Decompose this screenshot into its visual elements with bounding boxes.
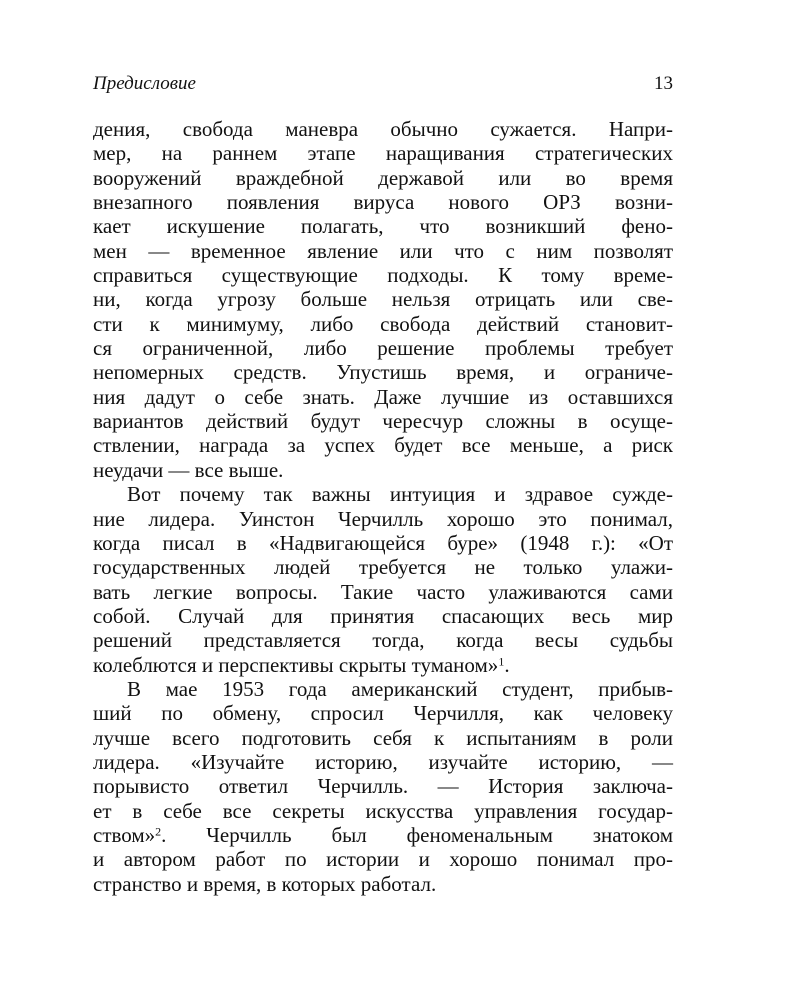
text-line: мен — временное явление или что с ним позволят: [93, 238, 673, 263]
paragraph-last-line: неудачи — все выше.: [93, 457, 284, 482]
paragraph-last-line: [93, 653, 673, 677]
text-line: ния дадут о себе знать. Даже лучшие из оставшихся: [93, 384, 673, 409]
footnote-ref-1[interactable]: 1: [498, 653, 505, 668]
chapter-title: Предисловие: [93, 73, 196, 94]
paragraph-first-line: В мае 1953 года американский студент, прибыв-: [127, 676, 673, 701]
text-line: когда писал в «Надвигающейся буре» (1948 г.): «От: [93, 530, 673, 555]
text-segment: ством»: [93, 822, 156, 847]
text-line: [93, 823, 673, 847]
text-line: ший по обмену, спросил Черчилля, как человеку: [93, 701, 673, 726]
text-line: непомерных средств. Упустишь время, и ограниче-: [93, 360, 673, 385]
text-line: и автором работ по истории и хорошо понимал про-: [93, 847, 673, 872]
text-line: лидера. «Изучайте историю, изучайте историю, —: [93, 749, 673, 774]
text-line: вать легкие вопросы. Такие часто улаживаются сами: [93, 579, 673, 604]
text-line: ни, когда угрозу больше нельзя отрицать или све-: [93, 287, 673, 312]
text-line: ствлении, награда за успех будет все меньше, а риск: [93, 433, 673, 458]
footnote-ref-2[interactable]: 2: [155, 824, 162, 839]
text-line: вооружений враждебной державой или во время: [93, 165, 673, 190]
text-line: собой. Случай для принятия спасающих весь мир: [93, 603, 673, 628]
page-number: 13: [654, 73, 673, 94]
text-line: решений представляется тогда, когда весы судьбы: [93, 628, 673, 653]
text-line: ся ограниченной, либо решение проблемы требует: [93, 336, 673, 361]
body-text: [93, 117, 673, 896]
text-segment: .: [504, 652, 510, 677]
text-line: государственных людей требуется не только улажи-: [93, 555, 673, 580]
text-line: мер, на раннем этапе наращивания стратегических: [93, 141, 673, 166]
text-line: внезапного появления вируса нового ОРЗ возни-: [93, 190, 673, 215]
text-line: лучше всего подготовить себя к испытаниям в роли: [93, 725, 673, 750]
text-line: справиться существующие подходы. К тому време-: [93, 263, 673, 288]
text-line: порывисто ответил Черчилль. — История заключа-: [93, 774, 673, 799]
text-line: кает искушение полагать, что возникший фено-: [93, 214, 673, 239]
text-line: вариантов действий будут чересчур сложны в осуще-: [93, 409, 673, 434]
text-line: ние лидера. Уинстон Черчилль хорошо это понимал,: [93, 506, 673, 531]
text-line: сти к минимуму, либо свобода действий становит-: [93, 311, 673, 336]
text-line: ет в себе все секреты искусства управления государ-: [93, 798, 673, 823]
text-segment: колеблются и перспективы скрыты туманом»: [93, 652, 499, 677]
running-header: [93, 72, 673, 98]
text-line: дения, свобода маневра обычно сужается. Напри-: [93, 117, 673, 141]
paragraph-first-line: Вот почему так важны интуиция и здравое сужде-: [127, 482, 673, 507]
text-segment: . Черчилль был феноменальным знатоком: [161, 822, 673, 847]
paragraph-last-line: странство и время, в которых работал.: [93, 871, 437, 896]
